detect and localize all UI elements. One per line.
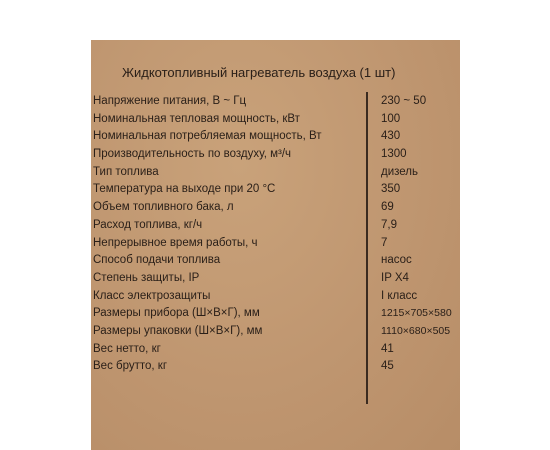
spec-value: I класс	[381, 289, 418, 302]
spec-value: дизель	[381, 165, 418, 178]
spec-label: Степень защиты, IP	[93, 271, 200, 284]
spec-value: 41	[381, 342, 394, 355]
spec-label: Номинальная тепловая мощность, кВт	[93, 112, 300, 125]
spec-value: 230 ~ 50	[381, 95, 427, 107]
spec-title: Жидкотопливный нагреватель воздуха (1 шт)	[122, 65, 396, 80]
spec-label: Напряжение питания, В ~ Гц	[93, 95, 247, 107]
spec-row	[91, 164, 460, 182]
spec-label: Тип топлива	[93, 165, 159, 178]
spec-label: Вес брутто, кг	[93, 360, 168, 373]
spec-label: Размеры упаковки (Ш×В×Г), мм	[93, 324, 263, 337]
spec-value: 430	[381, 130, 401, 143]
spec-row	[91, 305, 460, 323]
spec-label: Номинальная потребляемая мощность, Вт	[93, 130, 322, 143]
spec-value: 45	[381, 360, 394, 373]
spec-row	[91, 323, 460, 341]
spec-label: Способ подачи топлива	[93, 254, 221, 267]
spec-row	[91, 128, 460, 146]
spec-value: 100	[381, 112, 401, 125]
spec-row	[91, 146, 460, 164]
spec-label: Температура на выходе при 20 °С	[93, 183, 276, 196]
spec-label: Непрерывное время работы, ч	[93, 236, 258, 249]
spec-value: насос	[381, 254, 412, 267]
spec-label: Производительность по воздуху, м³/ч	[93, 148, 292, 161]
spec-row	[91, 288, 460, 306]
spec-value: IP X4	[381, 271, 409, 284]
spec-row	[91, 111, 460, 129]
spec-row	[91, 252, 460, 270]
spec-value: 7,9	[381, 218, 397, 231]
spec-label: Расход топлива, кг/ч	[93, 218, 203, 231]
spec-value: 69	[381, 201, 394, 214]
spec-label: Класс электрозащиты	[93, 289, 211, 302]
cardboard-box	[91, 40, 460, 450]
spec-row	[91, 199, 460, 217]
spec-value: 1215×705×580	[381, 307, 452, 320]
spec-value: 7	[381, 236, 388, 249]
spec-row	[91, 181, 460, 199]
spec-row	[91, 341, 460, 359]
spec-label: Объем топливного бака, л	[93, 201, 234, 214]
spec-value: 1110×680×505	[381, 324, 451, 337]
spec-row	[91, 235, 460, 253]
spec-row	[91, 358, 460, 376]
spec-table	[91, 93, 460, 376]
spec-value: 1300	[381, 148, 407, 161]
spec-row	[91, 270, 460, 288]
spec-label: Вес нетто, кг	[93, 342, 161, 355]
spec-label: Размеры прибора (Ш×В×Г), мм	[93, 307, 260, 320]
spec-value: 350	[381, 183, 401, 196]
spec-row	[91, 217, 460, 235]
spec-row	[91, 93, 460, 111]
